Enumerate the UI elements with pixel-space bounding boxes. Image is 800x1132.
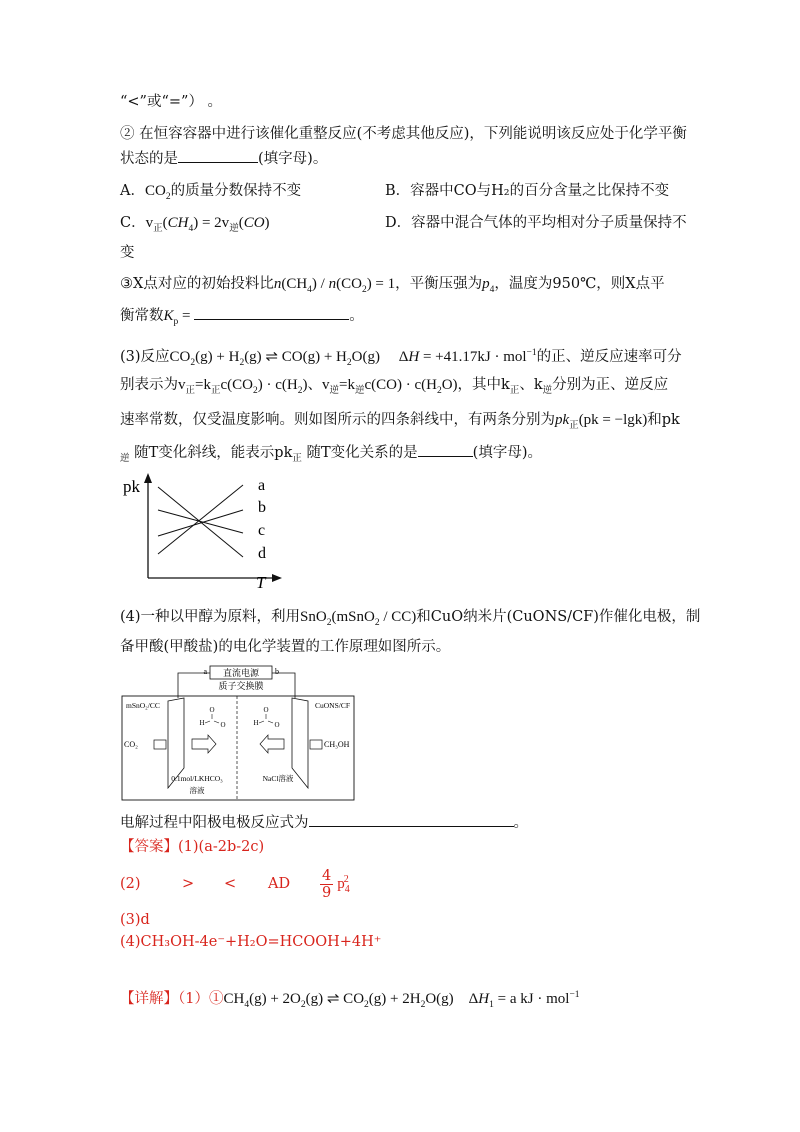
svg-text:NaCl溶液: NaCl溶液 (262, 774, 294, 783)
q4-line1: (4)一种以甲醇为原料，利用SnO$_2$(mSnO$_2$ / CC)和CuO纳米片(CuONS/CF)作催化电极，制 (120, 609, 701, 628)
svg-text:H: H (253, 719, 259, 727)
svg-text:H: H (199, 719, 205, 727)
detail-label: 【详解】 (120, 991, 178, 1007)
svg-text:CH₃OH: CH₃OH (324, 740, 350, 749)
q3-line2: 别表示为$v_正=k_正c(CO_2) \cdot c(H_2)$、$v_逆=k_逆c(CO) \cdot c(H_2O)$，其中$k_正$、$k_逆$分别为正、逆反应 (120, 377, 669, 396)
svg-text:O: O (274, 721, 280, 729)
right-electrode (292, 698, 308, 788)
y-axis-label: pk (123, 477, 140, 496)
formic-acid-right (253, 706, 279, 729)
svg-text:a: a (203, 667, 207, 676)
answer-3: (3)d (120, 912, 150, 928)
q2-part2-intro-2: 状态的是 (填字母)。 (120, 148, 327, 169)
svg-text:O: O (209, 706, 215, 714)
answer-line2: (2) > < AD $\frac{4}{9}$ $p_4^2$ (120, 867, 350, 901)
answer-label: 【答案】 (120, 839, 178, 855)
q4-line2: 备甲酸(甲酸盐)的电化学装置的工作原理如图所示。 (120, 639, 451, 655)
q2-part2-intro: ② 在恒容容器中进行该催化重整反应(不考虑其他反应)，下列能说明该反应处于化学平衡 (120, 126, 687, 142)
option-d: D．容器中混合气体的平均相对分子质量保持不 (385, 215, 687, 231)
line-a (158, 485, 243, 554)
svg-text:O: O (220, 721, 226, 729)
q2-part3: ③X点对应的初始投料比$n(CH_4) / n(CO_2) = 1$，平衡压强为$p_4$，温度为950℃，则X点平 (120, 276, 665, 295)
svg-text:CO₂: CO₂ (124, 740, 138, 749)
line-d (158, 487, 243, 557)
svg-text:溶液: 溶液 (189, 786, 205, 795)
svg-text:O: O (263, 706, 269, 714)
pk-t-graph (118, 470, 288, 590)
q2-part3-line2: 衡常数$K_p$ = 。 (120, 305, 364, 332)
formic-acid-left (199, 706, 225, 729)
option-c: C．$v_正(CH_4) = 2v_逆(CO)$ (120, 215, 270, 234)
answer-1: (1)(a-2b-2c) (178, 839, 265, 855)
label-b: b (258, 499, 266, 516)
option-d-cont: 变 (120, 245, 135, 261)
svg-text:直流电源: 直流电源 (222, 668, 260, 678)
answer-4: (4)CH₃OH-4e⁻+H₂O=HCOOH+4H⁺ (120, 934, 382, 950)
q4-last-line: 电解过程中阳极电极反应式为 。 (120, 812, 528, 833)
svg-text:CuONS/CF: CuONS/CF (314, 701, 350, 710)
svg-text:0.1mol/LKHCO₃: 0.1mol/LKHCO₃ (171, 774, 223, 783)
option-b: B．容器中CO与H₂的百分含量之比保持不变 (385, 183, 670, 199)
option-a: A．$CO_2$的质量分数保持不变 (120, 183, 302, 202)
label-a: a (258, 477, 266, 494)
answer-fraction: $\frac{4}{9}$ (322, 867, 332, 901)
svg-text:mSnO₂/CC: mSnO₂/CC (126, 701, 160, 710)
q3-line3: 速率常数，仅受温度影响。则如图所示的四条斜线中，有两条分别为$pk_正(pk = -\lg k)$和pk (120, 412, 680, 431)
label-d: d (258, 545, 266, 562)
answer-line1 (120, 837, 264, 857)
electrolysis-diagram (120, 663, 358, 803)
svg-text:b: b (275, 667, 279, 676)
label-c: c (258, 522, 266, 539)
x-axis-label: T (256, 573, 266, 590)
q2-line-top: “<”或“=”） 。 (120, 94, 223, 110)
q3-line4: $_逆$ 随T变化斜线，能表示$pk_正$ 随T变化关系的是 (填字母)。 (120, 442, 542, 469)
q3-line1: (3)反应$CO_2(g) + H_2(g)$ ⇌ $CO(g) + H_2O(g)$ ΔH = +41.17kJ · mol$^{-1}$的正、逆反应速率可分 (120, 348, 682, 368)
detail-line: 【详解】$(1)①CH_4(g) + 2O_2(g)$ ⇌ $CO_2(g) + 2H_2O(g)$ $\Delta H_1 = a$ kJ · mol$^{-1}$ (120, 990, 580, 1010)
svg-text:质子交换膜: 质子交换膜 (218, 681, 264, 691)
